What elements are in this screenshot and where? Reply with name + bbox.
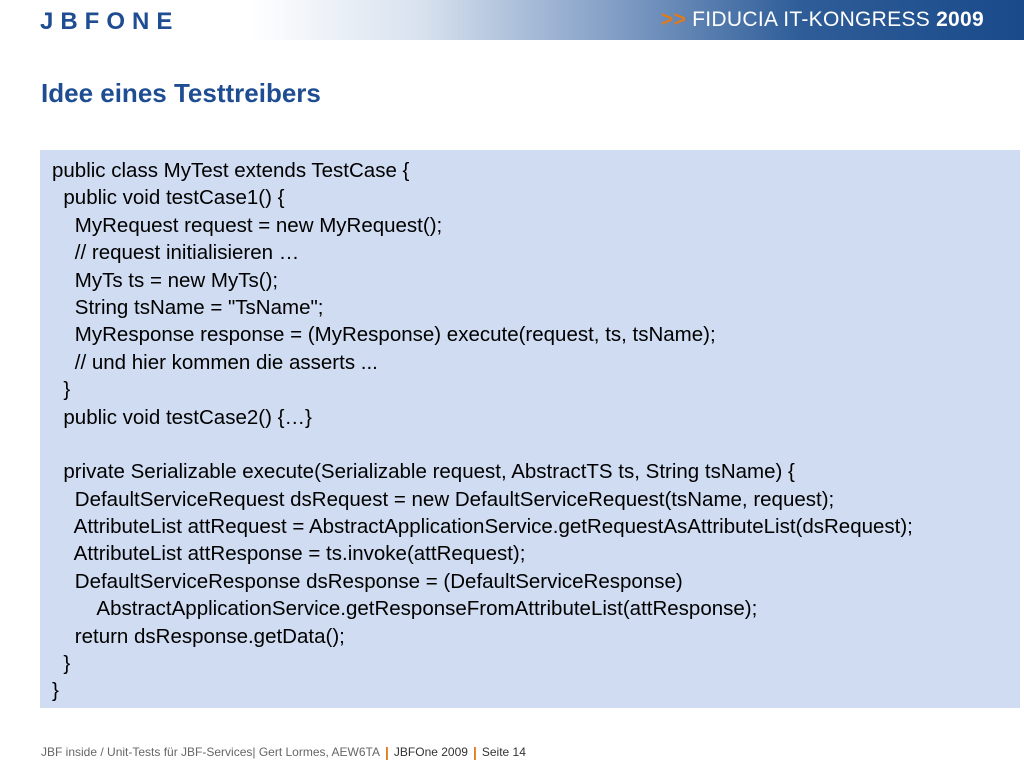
code-line: AbstractApplicationService.getResponseFromAttributeList(attResponse); [52,597,758,621]
footer-middle-text: JBFOne 2009 [393,745,468,759]
code-line: DefaultServiceRequest dsRequest = new DefaultServiceRequest(tsName, request); [52,487,835,511]
code-lines [52,157,913,705]
chevron-prefix: >> [661,8,687,31]
code-line: // request initialisieren … [52,241,300,265]
code-line: public void testCase1() { [52,186,285,210]
code-line: String tsName = "TsName"; [52,295,324,319]
code-line: // und hier kommen die asserts ... [52,350,378,374]
congress-year: 2009 [936,8,984,31]
code-line: return dsResponse.getData(); [52,624,345,648]
congress-name: FIDUCIA IT-KONGRESS [692,8,931,31]
footer-separator-1: | [384,744,389,760]
code-line: } [52,652,71,676]
logo-text: JBFONE [40,9,180,31]
congress-banner [661,5,984,35]
slide-footer [41,744,526,760]
code-block [40,150,1020,708]
footer-separator-2: | [472,744,477,760]
code-line: MyResponse response = (MyResponse) execute(request, ts, tsName); [52,323,716,347]
code-line: } [52,679,59,703]
slide-title: Idee eines Testtreibers [41,78,321,108]
jbfone-logo [40,4,208,36]
code-line: private Serializable execute(Serializable request, AbstractTS ts, String tsName) { [52,460,795,484]
code-line: public void testCase2() {…} [52,405,312,429]
code-line: AttributeList attResponse = ts.invoke(attRequest); [52,542,526,566]
code-line: MyRequest request = new MyRequest(); [52,213,443,237]
code-line: public class MyTest extends TestCase { [52,159,410,182]
code-line: } [52,378,71,402]
code-line: MyTs ts = new MyTs(); [52,268,279,292]
footer-page-number: Seite 14 [481,745,526,759]
code-line [52,431,913,458]
code-line: AttributeList attRequest = AbstractApplicationService.getRequestAsAttributeList(dsRequest); [52,515,913,539]
footer-left-text: JBF inside / Unit-Tests für JBF-Services| Gert Lormes, AEW6TA [41,745,380,759]
code-line: DefaultServiceResponse dsResponse = (DefaultServiceResponse) [52,569,683,593]
slide-header [0,0,1024,40]
